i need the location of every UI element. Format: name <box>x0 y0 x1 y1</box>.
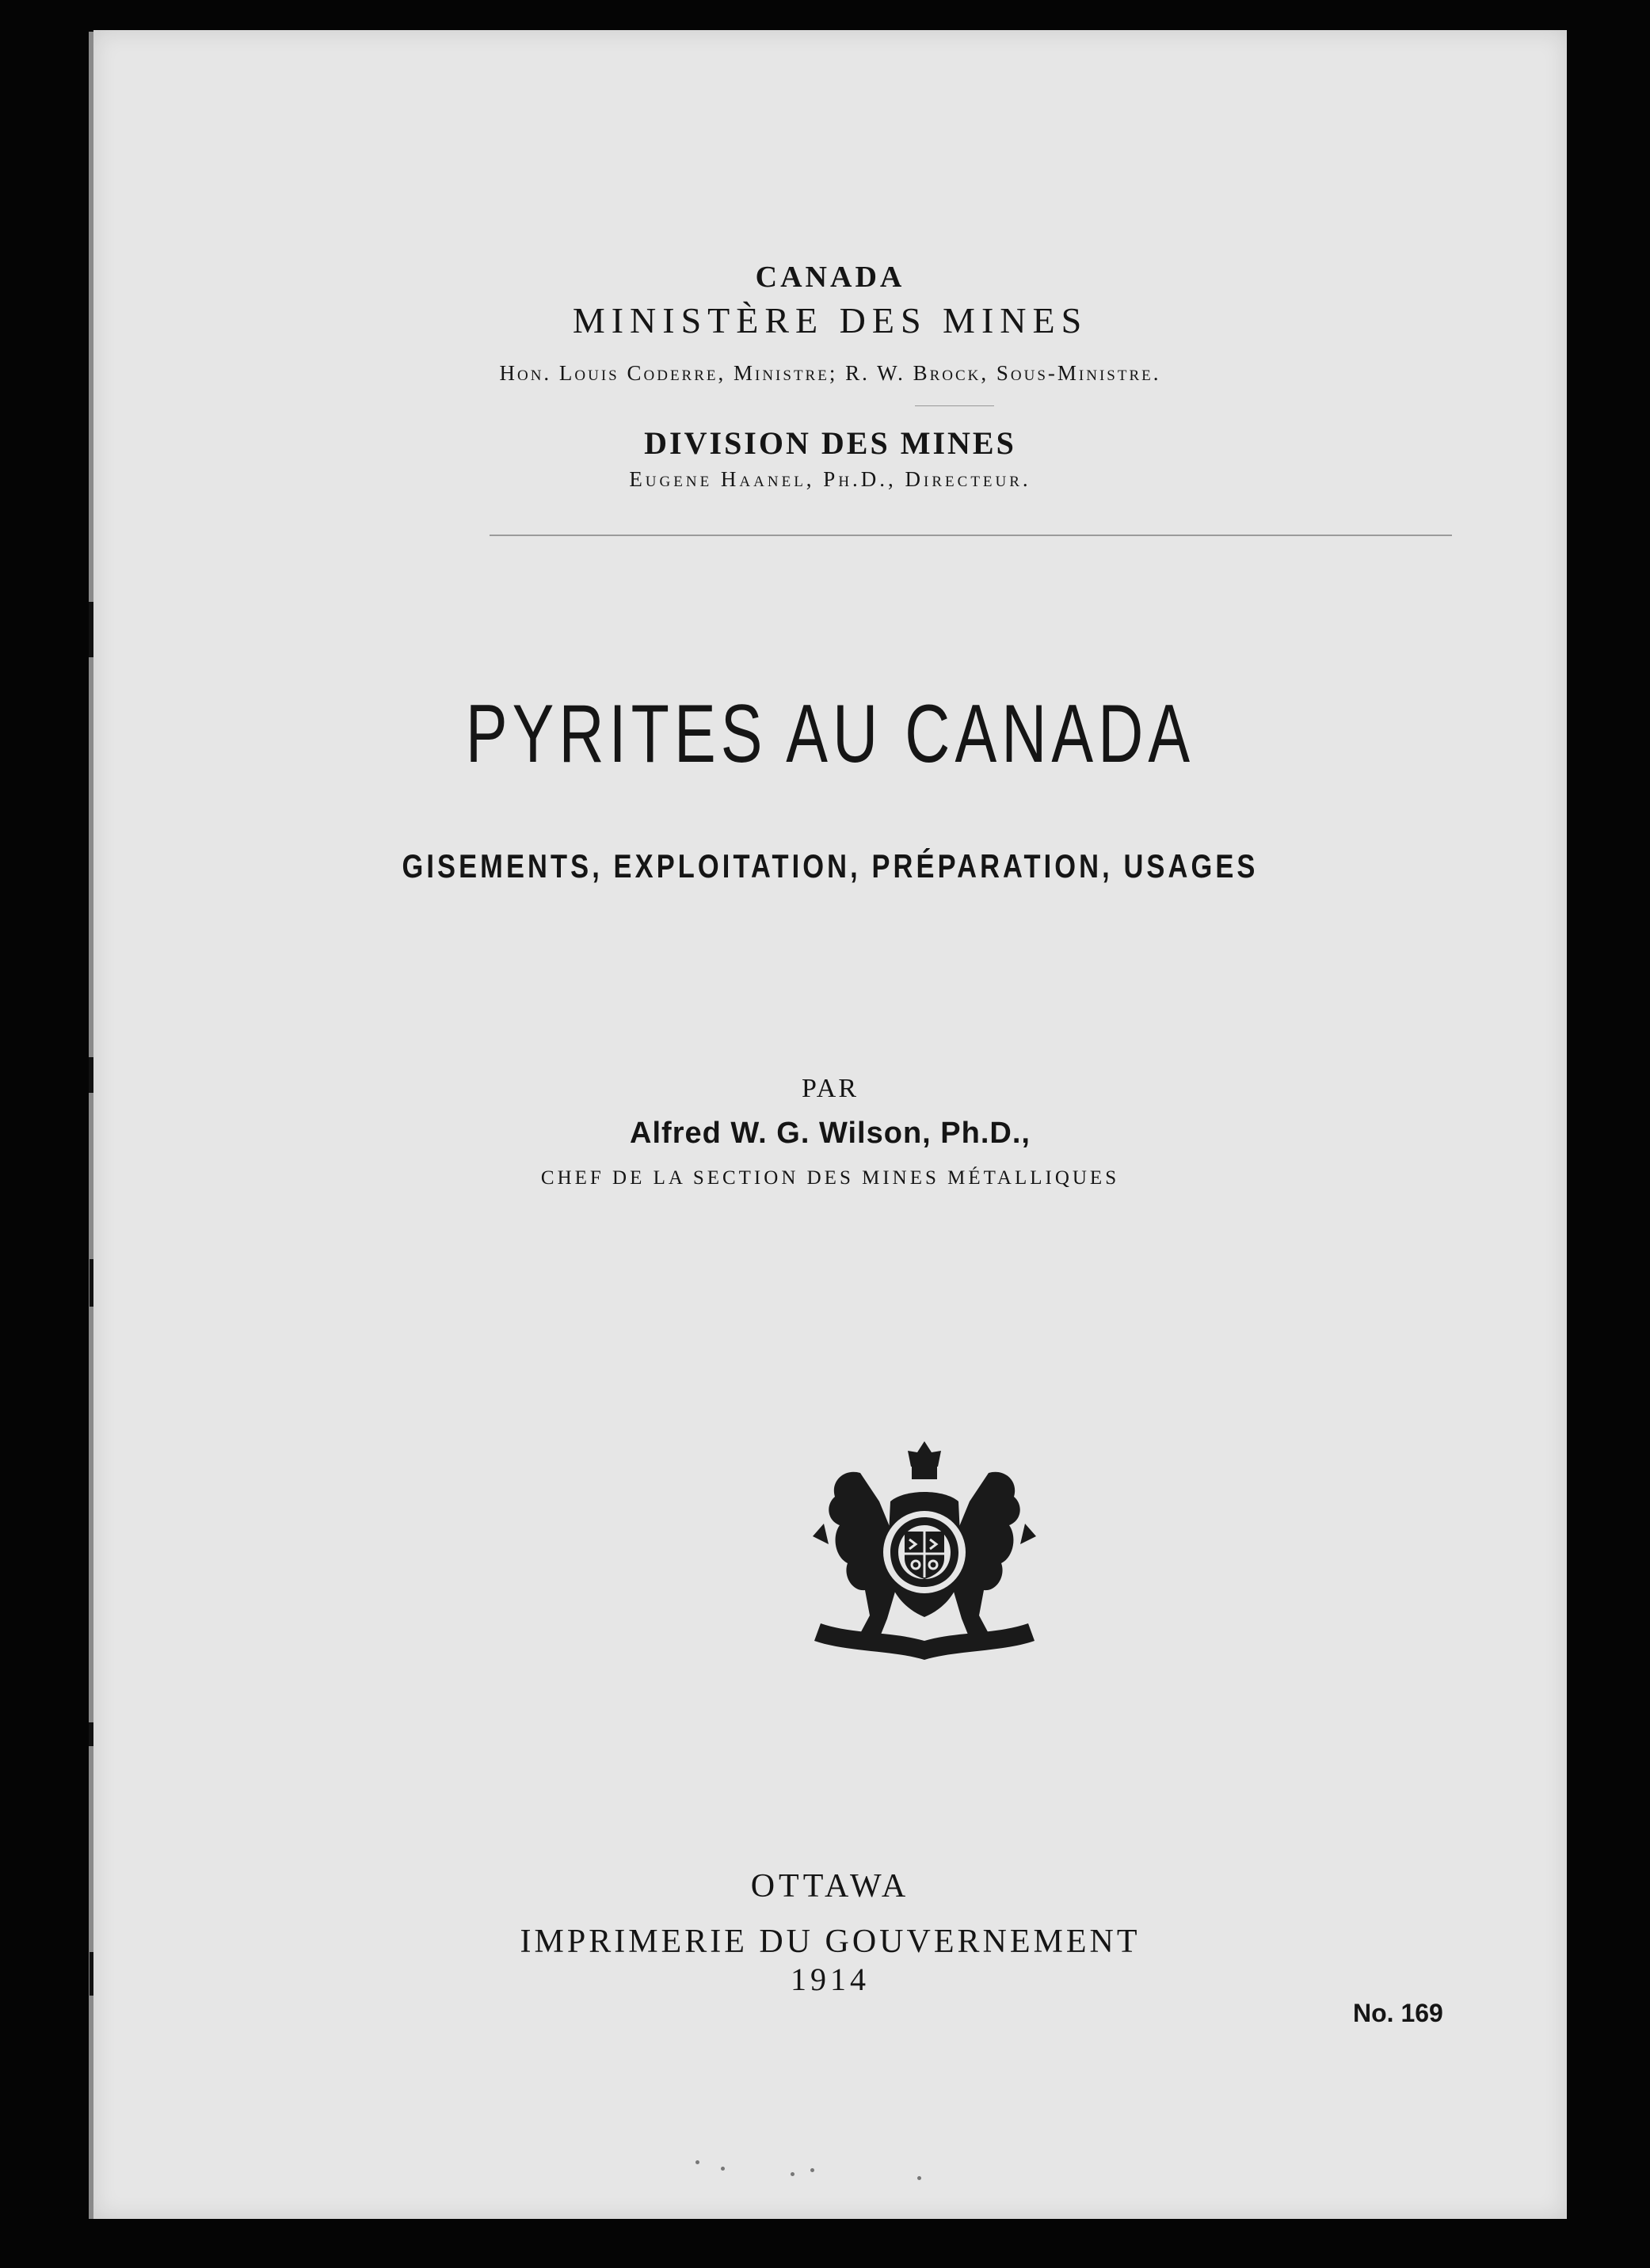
imprint-printer: IMPRIMERIE DU GOUVERNEMENT <box>520 1924 1141 1960</box>
author-name: Alfred W. G. Wilson, Ph.D., <box>630 1117 1031 1150</box>
header-divider <box>490 535 1452 536</box>
by-label: PAR <box>801 1074 859 1103</box>
document-subtitle: GISEMENTS, EXPLOITATION, PRÉPARATION, USAGES <box>402 847 1259 885</box>
scan-speck <box>810 2168 814 2172</box>
imprint-year: 1914 <box>791 1962 870 1997</box>
document-title: PYRITES AU CANADA <box>465 688 1195 780</box>
short-divider <box>915 405 994 406</box>
scan-speck <box>791 2172 795 2176</box>
scan-speck <box>695 2160 699 2164</box>
royal-coat-of-arms-icon <box>797 1441 1052 1665</box>
scan-speck <box>721 2167 725 2171</box>
division-heading: DIVISION DES MINES <box>644 425 1016 461</box>
officials-line: Hon. Louis Coderre, Ministre; R. W. Brock, Sous-Ministre. <box>499 361 1161 385</box>
ministry-heading: MINISTÈRE DES MINES <box>572 300 1088 341</box>
author-position: CHEF DE LA SECTION DES MINES MÉTALLIQUES <box>540 1167 1120 1189</box>
document-number: No. 169 <box>1353 1999 1443 2027</box>
imprint-city: OTTAWA <box>750 1868 910 1905</box>
scan-speck <box>917 2176 921 2180</box>
director-line: Eugene Haanel, Ph.D., Directeur. <box>629 467 1031 491</box>
document-page <box>93 30 1567 2219</box>
country-heading: CANADA <box>755 261 905 294</box>
